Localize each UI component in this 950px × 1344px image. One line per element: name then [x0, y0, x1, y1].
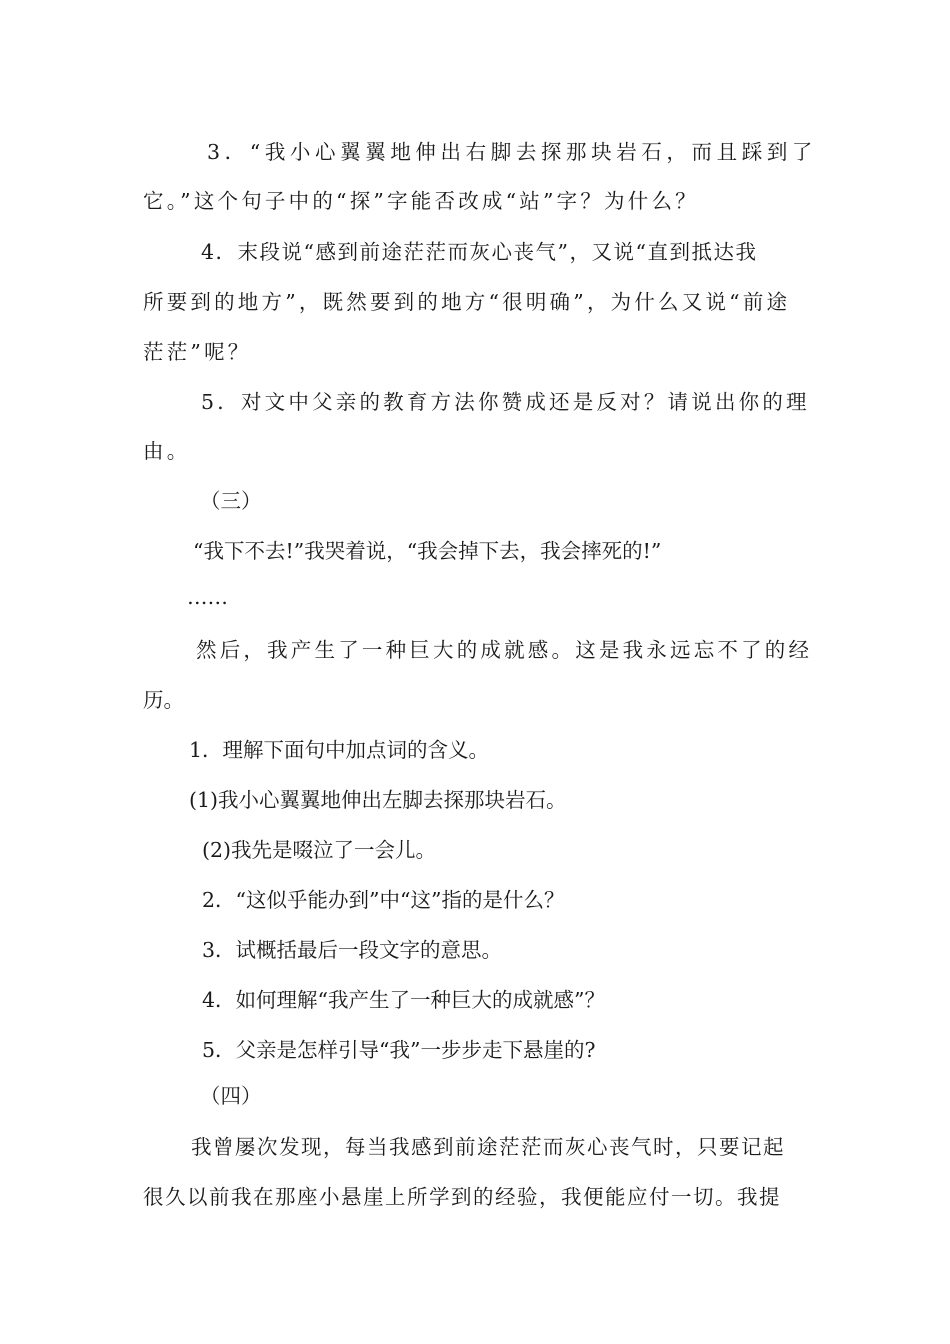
- question-4-line-1: 4．末段说“感到前途茫茫而灰心丧气”，又说“直到抵达我: [201, 240, 758, 264]
- section-3-question-1: 1．理解下面句中加点词的含义。: [189, 738, 490, 762]
- question-5-line-1: 5．对文中父亲的教育方法你赞成还是反对？请说出你的理: [201, 390, 810, 414]
- section-4-paragraph-line-2: 很久以前我在那座小悬崖上所学到的经验，我便能应付一切。我提: [143, 1185, 781, 1209]
- section-3-ellipsis: ……: [187, 585, 228, 609]
- section-3-heading: （三）: [200, 489, 262, 513]
- section-3-paragraph-line-1: 然后，我产生了一种巨大的成就感。这是我永远忘不了的经: [196, 638, 813, 662]
- section-3-question-4: 4．如何理解“我产生了一种巨大的成就感”？: [202, 988, 606, 1012]
- section-3-paragraph-line-2: 历。: [143, 688, 184, 712]
- section-3-question-3: 3．试概括最后一段文字的意思。: [202, 938, 503, 962]
- section-3-question-1-b: (2)我先是啜泣了一会儿。: [202, 838, 437, 862]
- section-4-heading: （四）: [200, 1084, 262, 1108]
- question-3-line-2: 它。”这个句子中的“探”字能否改成“站”字？为什么？: [143, 189, 699, 213]
- section-3-question-2: 2．“这似乎能办到”中“这”指的是什么？: [202, 888, 565, 912]
- section-3-question-1-a: (1)我小心翼翼地伸出左脚去探那块岩石。: [189, 788, 567, 812]
- question-5-line-2: 由。: [143, 439, 191, 463]
- question-4-line-3: 茫茫”呢？: [143, 340, 252, 364]
- section-4-paragraph-line-1: 我曾屡次发现，每当我感到前途茫茫而灰心丧气时，只要记起: [191, 1135, 785, 1159]
- question-4-line-2: 所要到的地方”，既然要到的地方“很明确”，为什么又说“前途: [143, 290, 791, 314]
- section-3-question-5: 5．父亲是怎样引导“我”一步步走下悬崖的?: [202, 1038, 596, 1062]
- question-3-line-1: 3．“我小心翼翼地伸出右脚去探那块岩石，而且踩到了: [207, 140, 818, 164]
- section-3-quote: “我下不去!”我哭着说，“我会掉下去，我会摔死的!”: [193, 539, 662, 563]
